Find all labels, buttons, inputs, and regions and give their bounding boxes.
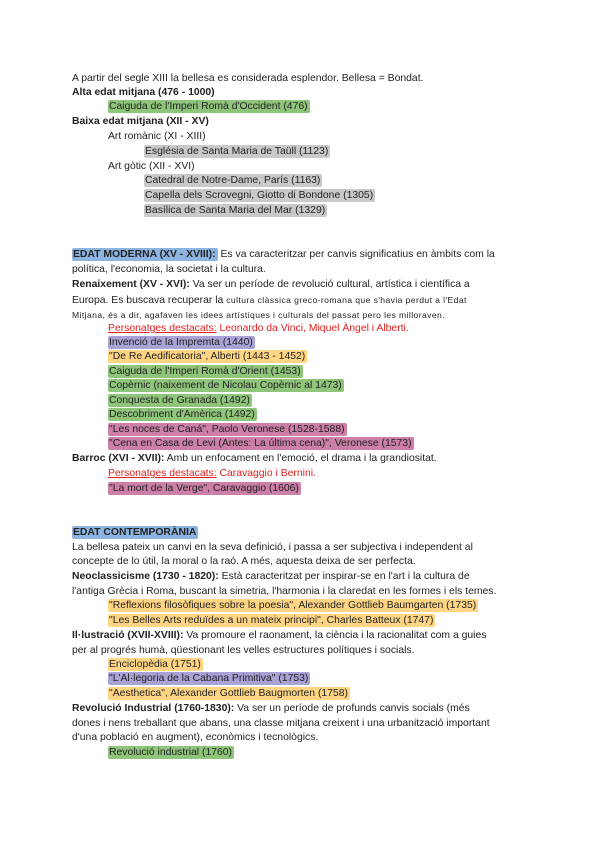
moderna-heading-line: EDAT MODERNA (XV - XVIII): Es va caracteritzar per canvis significatius en àmbits com la [73,249,495,260]
neoclassicisme-heading: Neoclassicisme (1730 - 1820): [72,571,219,582]
moderna-text: política, l'economia, la societat i la cultura. [72,264,266,275]
gotic-item: Catedral de Notre-Dame, París (1163) [145,175,321,186]
gotic-item: Capella dels Scrovegni, Giotto di Bondone (1305) [145,190,374,201]
moderna-heading: EDAT MODERNA (XV - XVIII): [73,249,216,260]
renaixement-item: Invenció de la Impremta (1440) [109,337,253,348]
neoclassicisme-item: "Les Belles Arts reduïdes a un mateix principi", Charles Batteux (1747) [109,615,434,626]
revolucio-line: Revolució Industrial (1760-1830): Va ser un període de profunds canvis socials (més [72,703,470,714]
renaixement-line: Renaixement (XV - XVI): Va ser un període de revolució cultural, artística i científica a [72,279,470,290]
alta-edat-event: Caiguda de l'Imperi Romà d'Occident (476) [109,101,308,112]
contemporania-heading: EDAT CONTEMPORÀNIA [73,527,197,538]
gotic-item: Basílica de Santa Maria del Mar (1329) [145,205,326,216]
contemporania-text: concepte de lo útil, la moral o la raó. A més, aquesta deixa de ser perfecta. [72,556,416,567]
art-gotic: Art gòtic (XII - XVI) [108,161,195,172]
barroc-people: Personatges destacats: Caravaggio i Bernini. [108,468,316,479]
renaixement-item: Conquesta de Granada (1492) [109,395,250,406]
revolucio-text: dones i nens treballant que abans, una classe mitjana creixent i una urbanització important [72,718,490,729]
baixa-edat-heading: Baixa edat mitjana (XII - XV) [72,116,209,127]
revolucio-heading: Revolució Industrial (1760-1830): [72,703,235,714]
renaixement-item: Caiguda de l'Imperi Romà d'Orient (1453) [109,366,301,377]
medieval-intro: A partir del segle XIII la bellesa es considerada esplendor. Bellesa = Bondat. [72,73,424,84]
illustracio-heading: Il·lustració (XVII-XVIII): [72,630,184,641]
revolucio-text: d'una població en augment), econòmics i tecnològics. [72,732,319,743]
barroc-line: Barroc (XVI - XVII): Amb un enfocament en l'emoció, el drama i la grandiositat. [72,453,437,464]
illustracio-line: Il·lustració (XVII-XVIII): Va promoure el raonament, la ciència i la racionalitat com a guies [72,630,487,641]
contemporania-heading-line [72,526,532,540]
illustracio-item: "Aesthetica", Alexander Gottlieb Baugmorten (1758) [109,688,348,699]
barroc-item: "La mort de la Verge", Caravaggio (1606) [109,483,299,494]
neoclassicisme-text: l'antiga Grècia i Roma, buscant la simetria, l'harmonia i la claredat en les formes i els temes. [72,586,497,597]
illustracio-text: per al progrés humà, qüestionant les velles estructures polítiques i socials. [72,645,415,656]
illustracio-item: Enciclopèdia (1751) [109,659,201,670]
barroc-heading: Barroc (XVI - XVII): [72,453,165,464]
alta-edat-heading: Alta edat mitjana (476 - 1000) [72,87,215,98]
renaixement-item: "Les noces de Caná", Paolo Veronese (1528-1588) [109,424,345,435]
renaixement-item: Descobriment d'Amèrica (1492) [109,409,255,420]
romanic-item: Església de Santa Maria de Taüll (1123) [145,146,329,157]
renaixement-heading: Renaixement (XV - XVI): [72,279,190,290]
renaixement-item: "Cena en Casa de Levi (Antes: La última cena)", Veronese (1573) [109,438,412,449]
renaixement-text: Europa. Es buscava recuperar la cultura clàssica greco-romana que s'havia perdut a l'Edat [72,295,467,306]
neoclassicisme-line: Neoclassicisme (1730 - 1820): Està caracteritzat per inspirar-se en l'art i la cultura de [72,571,470,582]
illustracio-item: "L'Al·legoria de la Cabana Primitiva" (1753) [109,673,309,684]
art-romanic: Art romànic (XI - XIII) [108,131,206,142]
contemporania-text: La bellesa pateix un canvi en la seva definició, i passa a ser subjectiva i independent al [72,542,473,553]
renaixement-people: Personatges destacats: Leonardo da Vinci, Miquel Àngel i Alberti. [108,323,409,334]
renaixement-item: Copèrnic (naixement de Nicolau Copèrnic al 1473) [109,380,342,391]
renaixement-text-small: Mitjana, és a dir, agafaven les idees artístiques i culturals del passat pero les milloraven. [72,310,446,320]
neoclassicisme-item: "Reflexions filosòfiques sobre la poesia", Alexander Gottlieb Baumgarten (1735) [109,600,477,611]
revolucio-item: Revolució industrial (1760) [109,747,233,758]
renaixement-item: "De Re Aedificatoria", Alberti (1443 - 1452) [109,351,306,362]
